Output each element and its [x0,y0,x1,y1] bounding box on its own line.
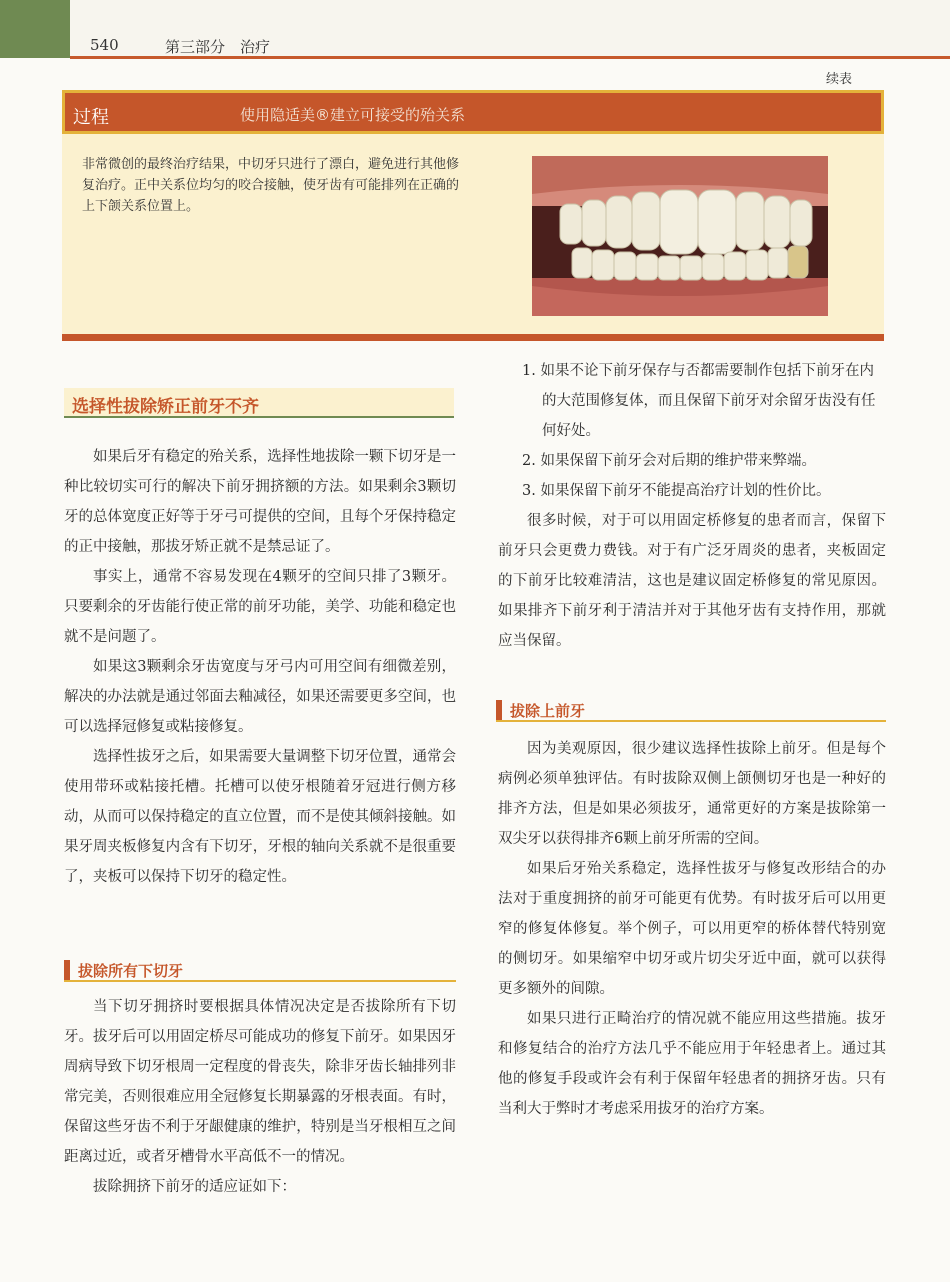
section-title: 选择性拔除矫正前牙不齐 [72,397,259,417]
table-bottom-rule [62,334,884,341]
paragraph: 如果后牙殆关系稳定，选择性拔牙与修复改形结合的办法对于重度拥挤的前牙可能更有优势。有时拔牙后可以用更窄的修复体修复。举个例子，可以用更窄的桥体替代特别宽的侧切牙。如果缩窄中切牙或片切尖牙近中面，就可以获得更多额外的间隙。 [498,861,886,997]
table-header [62,90,884,134]
paragraph: 选择性拔牙之后，如果需要大量调整下切牙位置，通常会使用带环或粘接托槽。托槽可以使牙根随着牙冠进行侧方移动，从而可以保持稳定的直立位置，而不是使其倾斜接触。如果牙周夹板修复内含有下切牙，牙根的轴向关系就不是很重要了，夹板可以保持下切牙的稳定性。 [64,749,456,885]
paragraph: 事实上，通常不容易发现在4颗牙的空间只排了3颗牙。只要剩余的牙齿能行使正常的前牙功能，美学、功能和稳定也就不是问题了。 [64,569,456,645]
left-column-text-2 [64,992,456,1202]
paragraph: 当下切牙拥挤时要根据具体情况决定是否拔除所有下切牙。拔牙后可以用固定桥尽可能成功的修复下前牙。如果因牙周病导致下切牙根周一定程度的骨丧失，除非牙齿长轴排列非常完美，否则很难应用全冠修复长期暴露的牙根表面。有时，保留这些牙齿不利于牙龈健康的维护，特别是当牙根相互之间距离过近，或者牙槽骨水平高低不一的情况。 [64,999,456,1165]
table-col-process: 过程 [73,107,109,128]
subheading-marker [496,700,502,720]
subheading-marker [64,960,70,980]
running-head: 第三部分 治疗 [165,38,271,56]
page-number: 540 [90,36,119,54]
list-item: 1. 如果不论下前牙保存与否都需要制作包括下前牙在内的大范围修复体，而且保留下前牙对余留牙齿没有任何好处。 [522,363,876,439]
paragraph: 很多时候，对于可以用固定桥修复的患者而言，保留下前牙只会更费力费钱。对于有广泛牙周炎的患者，夹板固定的下前牙比较难清洁，这也是建议固定桥修复的常见原因。如果排齐下前牙利于清洁并对于其他牙齿有支持作用，那就应当保留。 [498,513,886,649]
list-item: 3. 如果保留下前牙不能提高治疗计划的性价比。 [522,483,831,499]
subheading-title: 拔除所有下切牙 [78,962,184,980]
subheading-title: 拔除上前牙 [510,702,586,720]
table-body [62,134,884,334]
table-col-title: 使用隐适美®建立可接受的殆关系 [240,106,466,124]
paragraph: 如果只进行正畸治疗的情况就不能应用这些措施。拔牙和修复结合的治疗方法几乎不能应用于年轻患者上。通过其他的修复手段或许会有利于保留年轻患者的拥挤牙齿。只有当利大于弊时才考虑采用拔牙的治疗方案。 [498,1011,886,1117]
list-item: 2. 如果保留下前牙会对后期的维护带来弊端。 [522,453,816,469]
paragraph: 如果这3颗剩余牙齿宽度与牙弓内可用空间有细微差别，解决的办法就是通过邻面去釉减径，如果还需要更多空间，也可以选择冠修复或粘接修复。 [64,659,456,735]
corner-block [0,0,70,58]
table-text: 非常微创的最终治疗结果，中切牙只进行了漂白，避免进行其他修复治疗。正中关系位均匀的咬合接触，使牙齿有可能排列在正确的上下颌关系位置上。 [82,157,460,214]
teeth-photo [532,156,828,316]
paragraph: 因为美观原因，很少建议选择性拔除上前牙。但是每个病例必须单独评估。有时拔除双侧上颌侧切牙也是一种好的排齐方法，但是如果必须拔牙，通常更好的方案是拔除第一双尖牙以获得排齐6颗上前牙所需的空间。 [498,741,886,847]
subheading-extract-all-lower [64,960,456,982]
indication-list [498,356,886,656]
left-column-text [64,442,456,892]
right-column-text-2 [498,734,886,1124]
paragraph: 如果后牙有稳定的殆关系，选择性地拔除一颗下切牙是一种比较切实可行的解决下前牙拥挤额的方法。如果剩余3颗切牙的总体宽度正好等于牙弓可提供的空间，且每个牙保持稳定的正中接触，那拔牙矫正就不是禁忌证了。 [64,449,456,555]
paragraph: 拔除拥挤下前牙的适应证如下： [93,1179,296,1195]
continued-label: 续表 [825,72,852,87]
subheading-extract-upper [496,700,886,722]
section-heading [64,388,454,418]
